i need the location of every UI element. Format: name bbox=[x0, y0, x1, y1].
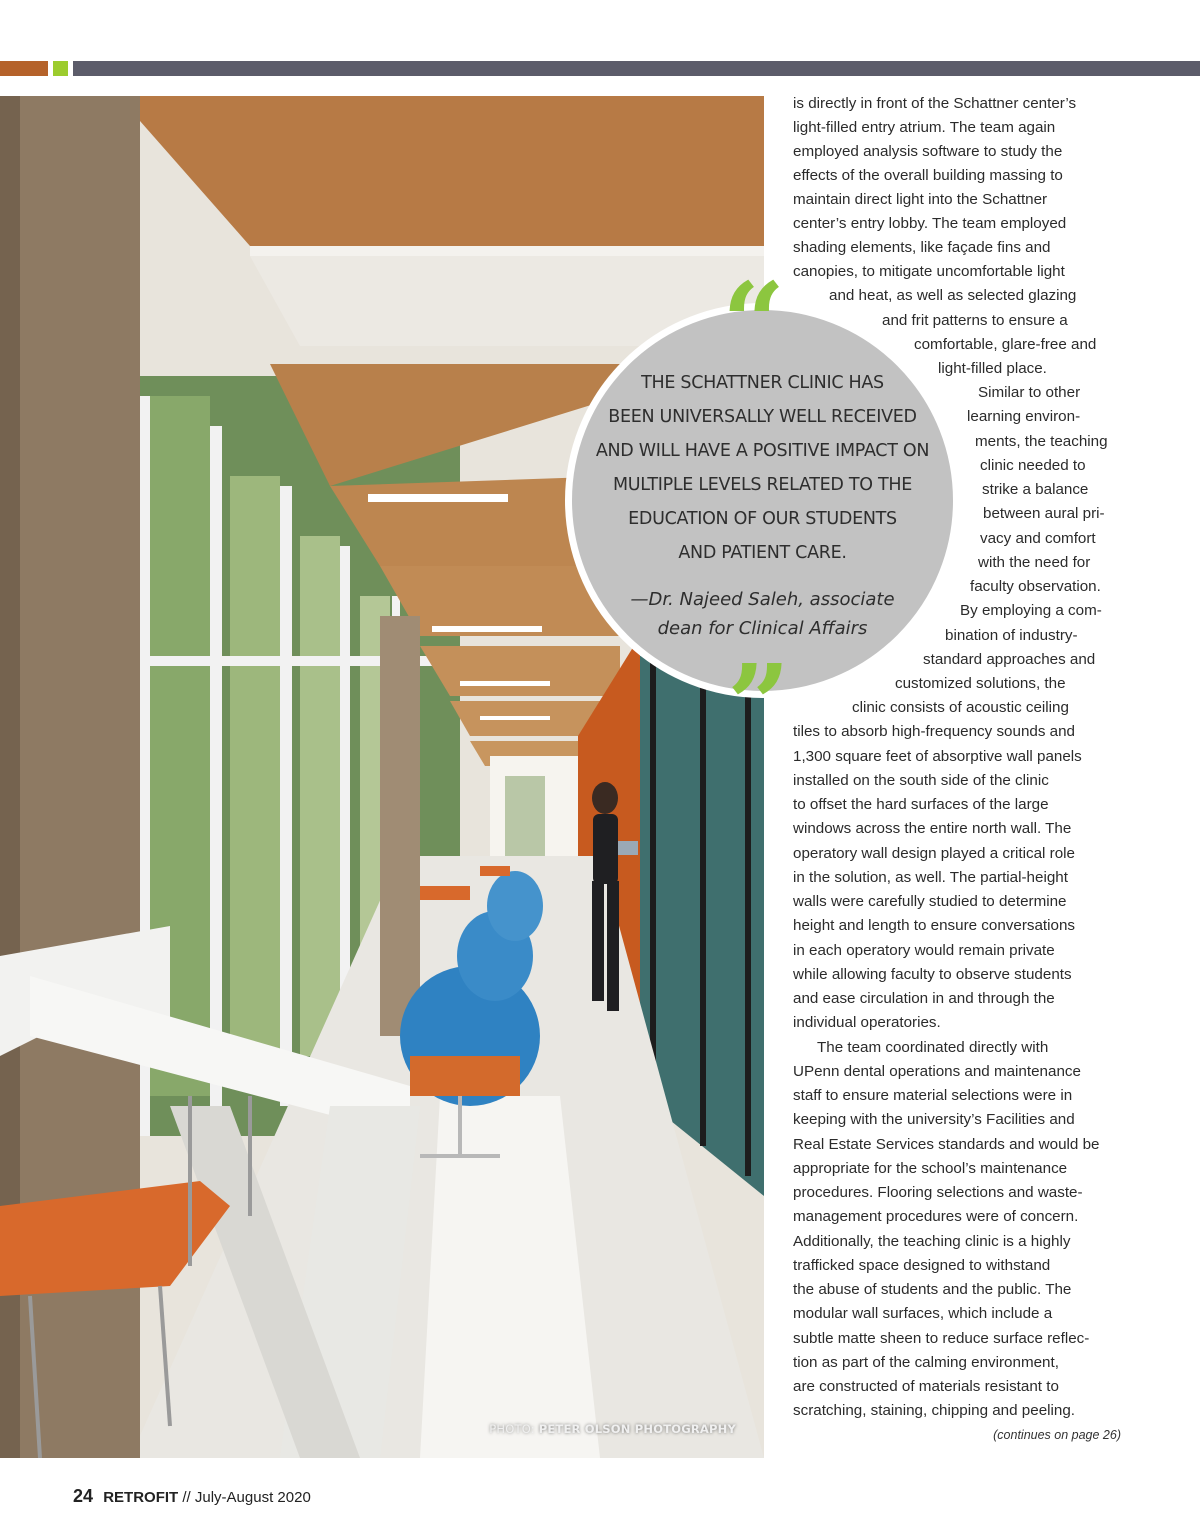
body-line: walls were carefully studied to determine bbox=[793, 893, 1067, 910]
body-line: installed on the south side of the clinic bbox=[793, 772, 1049, 789]
page-footer bbox=[73, 1486, 311, 1507]
body-line: learning environ- bbox=[967, 408, 1081, 425]
body-line: the abuse of students and the public. The bbox=[793, 1281, 1072, 1298]
body-line: are constructed of materials resistant to bbox=[793, 1378, 1059, 1395]
body-line: keeping with the university’s Facilities and bbox=[793, 1111, 1075, 1128]
body-line: tiles to absorb high-frequency sounds and bbox=[793, 723, 1075, 740]
body-line: between aural pri- bbox=[983, 505, 1105, 522]
close-quote-mark: ” bbox=[727, 640, 791, 769]
header-rule-orange bbox=[0, 61, 48, 76]
header-rule-gray bbox=[73, 61, 1200, 76]
magazine-name: RETROFIT bbox=[103, 1489, 179, 1506]
body-line: standard approaches and bbox=[923, 651, 1096, 668]
body-line: light-filled entry atrium. The team again bbox=[793, 119, 1056, 136]
body-line: shading elements, like façade fins and bbox=[793, 239, 1051, 256]
body-line: is directly in front of the Schattner center’s bbox=[793, 95, 1077, 112]
body-line: By employing a com- bbox=[960, 602, 1102, 619]
page-number: 24 bbox=[73, 1486, 94, 1506]
body-line: customized solutions, the bbox=[895, 675, 1066, 692]
photo-credit-name: PETER OLSON PHOTOGRAPHY bbox=[538, 1422, 736, 1436]
body-line: clinic consists of acoustic ceiling bbox=[852, 699, 1069, 716]
body-line: height and length to ensure conversations bbox=[793, 917, 1076, 934]
photo-credit bbox=[489, 1422, 736, 1436]
body-line: and ease circulation in and through the bbox=[793, 990, 1055, 1007]
photo-credit-prefix: PHOTO: bbox=[489, 1422, 535, 1436]
pull-quote-line: AND WILL HAVE A POSITIVE IMPACT ON bbox=[595, 441, 930, 461]
body-line: maintain direct light into the Schattner bbox=[793, 191, 1048, 208]
body-line: faculty observation. bbox=[970, 578, 1101, 595]
body-line: windows across the entire north wall. The bbox=[793, 820, 1072, 837]
body-line: subtle matte sheen to reduce surface reflec- bbox=[793, 1330, 1090, 1347]
body-line: and heat, as well as selected glazing bbox=[829, 287, 1077, 304]
corridor-photo bbox=[0, 96, 764, 1458]
issue-date: // July-August 2020 bbox=[182, 1489, 311, 1506]
body-line: ments, the teaching bbox=[975, 433, 1108, 450]
pull-quote-line: BEEN UNIVERSALLY WELL RECEIVED bbox=[608, 407, 917, 427]
continues-note: (continues on page 26) bbox=[993, 1428, 1121, 1442]
body-line: tion as part of the calming environment, bbox=[793, 1354, 1059, 1371]
pull-quote-attribution: —Dr. Najeed Saleh, associate bbox=[630, 589, 895, 610]
body-line: with the need for bbox=[978, 554, 1091, 571]
body-line: effects of the overall building massing to bbox=[793, 167, 1063, 184]
body-line: individual operatories. bbox=[793, 1014, 941, 1031]
body-line: while allowing faculty to observe students bbox=[793, 966, 1072, 983]
body-line: 1,300 square feet of absorptive wall panels bbox=[793, 748, 1082, 765]
body-line: clinic needed to bbox=[980, 457, 1086, 474]
pull-quote-line: AND PATIENT CARE. bbox=[678, 543, 847, 563]
pull-quote-line: EDUCATION OF OUR STUDENTS bbox=[628, 509, 897, 529]
pull-quote-line: THE SCHATTNER CLINIC HAS bbox=[641, 373, 884, 393]
body-line: Similar to other bbox=[978, 384, 1081, 401]
corridor-illustration bbox=[0, 96, 764, 1458]
body-line: comfortable, glare-free and bbox=[914, 336, 1097, 353]
body-line: light-filled place. bbox=[938, 360, 1047, 377]
body-line: in each operatory would remain private bbox=[793, 942, 1055, 959]
open-quote-mark: “ bbox=[722, 258, 786, 387]
header-rule-green bbox=[53, 61, 68, 76]
body-line: The team coordinated directly with bbox=[817, 1039, 1049, 1056]
body-line: to offset the hard surfaces of the large bbox=[793, 796, 1049, 813]
body-line: center’s entry lobby. The team employed bbox=[793, 215, 1067, 232]
body-line: Additionally, the teaching clinic is a highly bbox=[793, 1233, 1071, 1250]
body-line: strike a balance bbox=[982, 481, 1089, 498]
body-line: vacy and comfort bbox=[980, 530, 1096, 547]
body-line: trafficked space designed to withstand bbox=[793, 1257, 1051, 1274]
body-line: Real Estate Services standards and would be bbox=[793, 1136, 1100, 1153]
pull-quote-attribution: dean for Clinical Affairs bbox=[657, 618, 868, 639]
body-line: management procedures were of concern. bbox=[793, 1208, 1079, 1225]
body-line: appropriate for the school’s maintenance bbox=[793, 1160, 1068, 1177]
pull-quote-line: MULTIPLE LEVELS RELATED TO THE bbox=[613, 475, 912, 495]
body-line: scratching, staining, chipping and peeling. bbox=[793, 1402, 1075, 1419]
body-line: employed analysis software to study the bbox=[793, 143, 1063, 160]
body-line: modular wall surfaces, which include a bbox=[793, 1305, 1053, 1322]
body-line: operatory wall design played a critical role bbox=[793, 845, 1075, 862]
body-line: bination of industry- bbox=[945, 627, 1078, 644]
body-line: in the solution, as well. The partial-height bbox=[793, 869, 1068, 886]
body-line: procedures. Flooring selections and waste- bbox=[793, 1184, 1083, 1201]
body-line: canopies, to mitigate uncomfortable light bbox=[793, 263, 1065, 280]
body-line: and frit patterns to ensure a bbox=[882, 312, 1068, 329]
body-line: UPenn dental operations and maintenance bbox=[793, 1063, 1081, 1080]
body-line: staff to ensure material selections were in bbox=[793, 1087, 1073, 1104]
